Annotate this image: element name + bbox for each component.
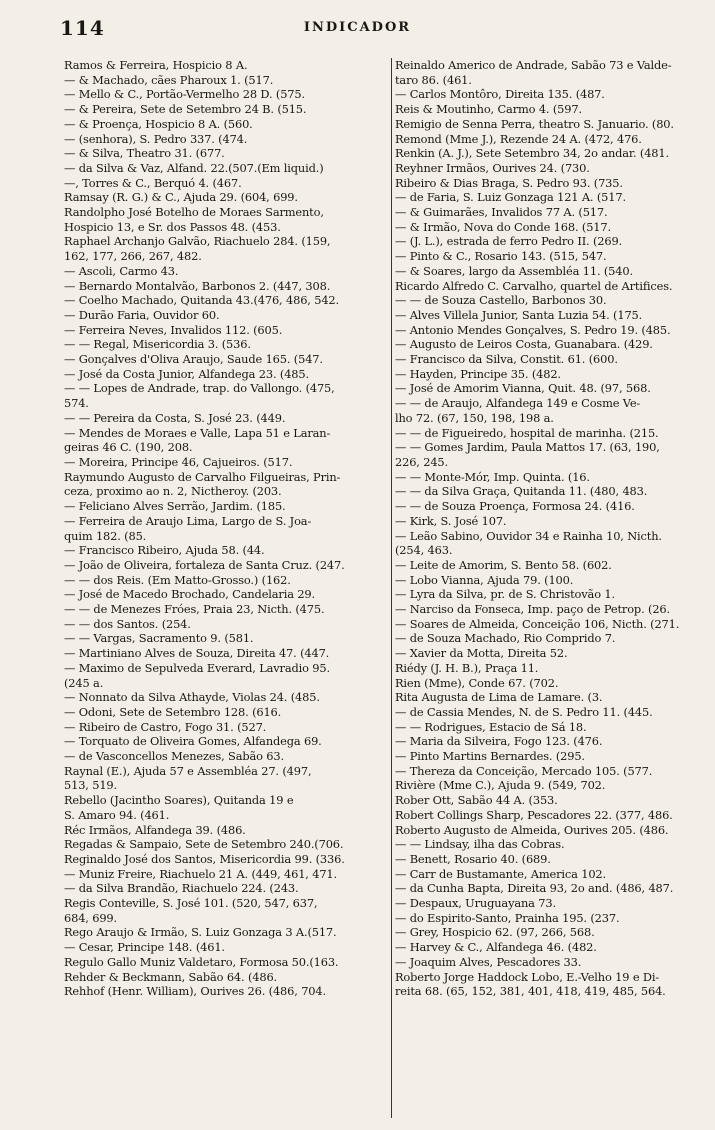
directory-entry-line: — Antonio Mendes Gonçalves, S. Pedro 19. (485. bbox=[395, 322, 671, 337]
directory-entry-line: 684, 699. bbox=[64, 910, 117, 925]
directory-entry-line: — Leão Sabino, Ouvidor 34 e Rainha 10, Nicth. bbox=[395, 528, 662, 543]
directory-entry-line: — Nonnato da Silva Athayde, Violas 24. (485. bbox=[64, 690, 320, 705]
running-head: INDICADOR bbox=[303, 20, 412, 35]
directory-entry-line: Rebello (Jacintho Soares), Quitanda 19 e bbox=[64, 793, 294, 808]
directory-entry-line: — & Irmão, Nova do Conde 168. (517. bbox=[395, 219, 611, 234]
directory-entry-line: — — Vargas, Sacramento 9. (581. bbox=[64, 631, 254, 646]
directory-entry-line: — — dos Reis. (Em Matto-Grosso.) (162. bbox=[64, 572, 291, 587]
directory-entry-line: — — Lindsay, ilha das Cobras. bbox=[395, 837, 565, 852]
directory-entry-line: — (senhora), S. Pedro 337. (474. bbox=[64, 131, 248, 146]
directory-entry-line: quim 182. (85. bbox=[64, 528, 147, 543]
directory-entry-line: — Pinto Martins Bernardes. (295. bbox=[395, 749, 585, 764]
directory-entry-line: — — de Souza Castello, Barbonos 30. bbox=[395, 293, 607, 308]
directory-entry-line: — — de Figueiredo, hospital de marinha. (215. bbox=[395, 425, 659, 440]
directory-entry-line: — Pinto & C., Rosario 143. (515, 547. bbox=[395, 249, 607, 264]
directory-entry-line: 513, 519. bbox=[64, 778, 117, 793]
directory-entry-line: Reinaldo Americo de Andrade, Sabão 73 e Valde- bbox=[395, 58, 672, 72]
directory-entry-line: — Despaux, Uruguayana 73. bbox=[395, 896, 556, 911]
directory-entry-line: Regis Conteville, S. José 101. (520, 547, 637, bbox=[64, 896, 318, 911]
directory-entry-line: — Narciso da Fonseca, Imp. paço de Petrop. (26. bbox=[395, 602, 670, 617]
directory-entry-line: — Gonçalves d'Oliva Araujo, Saude 165. (547. bbox=[64, 352, 323, 367]
directory-entry-line: Rego Araujo & Irmão, S. Luiz Gonzaga 3 A.(517. bbox=[64, 925, 337, 940]
directory-entry-line: — José da Costa Junior, Alfandega 23. (485. bbox=[64, 366, 309, 381]
directory-entry-line: — (J. L.), estrada de ferro Pedro II. (269. bbox=[395, 234, 623, 249]
directory-entry-line: — Maximo de Sepulveda Everard, Lavradio 95. bbox=[64, 660, 330, 675]
directory-entry-line: — Mello & C., Portão-Vermelho 28 D. (575. bbox=[64, 87, 305, 102]
directory-entry-line: — Thereza da Conceição, Mercado 105. (577. bbox=[395, 763, 653, 778]
directory-entry-line: — Ferreira Neves, Invalidos 112. (605. bbox=[64, 322, 283, 337]
directory-entry-line: — de Vasconcellos Menezes, Sabão 63. bbox=[64, 749, 284, 764]
directory-entry-line: — Lyra da Silva, pr. de S. Christovão 1. bbox=[395, 587, 615, 602]
directory-entry-line: reita 68. (65, 152, 381, 401, 418, 419, 485, 564. bbox=[395, 984, 666, 999]
directory-entry-line: (245 a. bbox=[64, 675, 104, 690]
directory-entry-line: — de Faria, S. Luiz Gonzaga 121 A. (517. bbox=[395, 190, 626, 205]
directory-entry-line: — Moreira, Principe 46, Cajueiros. (517. bbox=[64, 454, 293, 469]
directory-entry-line: — — Monte-Mór, Imp. Quinta. (16. bbox=[395, 469, 590, 484]
directory-entry-line: 574. bbox=[64, 396, 89, 411]
directory-entry-line: — José de Macedo Brochado, Candelaria 29. bbox=[64, 587, 315, 602]
directory-entry-line: Rien (Mme), Conde 67. (702. bbox=[395, 675, 559, 690]
directory-entry-line: — Carlos Montôro, Direita 135. (487. bbox=[395, 87, 605, 102]
directory-entry-line: — da Silva & Vaz, Alfand. 22.(507.(Em liquid.) bbox=[64, 160, 324, 175]
directory-entry-line: — Kirk, S. José 107. bbox=[395, 513, 507, 528]
directory-entry-line: —, Torres & C., Berquó 4. (467. bbox=[64, 175, 242, 190]
directory-entry-line: 226, 245. bbox=[395, 454, 448, 469]
directory-entry-line: Roberto Jorge Haddock Lobo, E.-Velho 19 e Di- bbox=[395, 969, 660, 984]
directory-entry-line: — Hayden, Principe 35. (482. bbox=[395, 366, 561, 381]
directory-entry-line: — Muniz Freire, Riachuelo 21 A. (449, 461, 471. bbox=[64, 866, 337, 881]
directory-entry-line: Riédy (J. H. B.), Praça 11. bbox=[395, 660, 539, 675]
directory-entry-line: lho 72. (67, 150, 198, 198 a. bbox=[395, 410, 554, 425]
directory-entry-line: Raphael Archanjo Galvão, Riachuelo 284. (159, bbox=[64, 234, 331, 249]
directory-entry-line: — Ascoli, Carmo 43. bbox=[64, 263, 179, 278]
page-header bbox=[0, 0, 715, 46]
directory-entry-line: — Augusto de Leiros Costa, Guanabara. (429. bbox=[395, 337, 653, 352]
directory-entry-line: Ricardo Alfredo C. Carvalho, quartel de Artifices. bbox=[395, 278, 673, 293]
directory-entry-line: Rita Augusta de Lima de Lamare. (3. bbox=[395, 690, 603, 705]
directory-entry-line: — Lobo Vianna, Ajuda 79. (100. bbox=[395, 572, 574, 587]
directory-entry-line: Raymundo Augusto de Carvalho Filgueiras, Prin- bbox=[64, 469, 341, 484]
directory-entry-line: Reyhner Irmãos, Ourives 24. (730. bbox=[395, 160, 590, 175]
directory-entry-line: Reis & Moutinho, Carmo 4. (597. bbox=[395, 102, 582, 117]
directory-entry-line: Reginaldo José dos Santos, Misericordia 99. (336. bbox=[64, 851, 345, 866]
directory-entry-line: ceza, proximo ao n. 2, Nictheroy. (203. bbox=[64, 484, 282, 499]
directory-entry-line: — — de Souza Proença, Formosa 24. (416. bbox=[395, 499, 635, 514]
directory-entry-line: Rehder & Beckmann, Sabão 64. (486. bbox=[64, 969, 278, 984]
directory-entry-line: — Soares de Almeida, Conceição 106, Nicth. (271. bbox=[395, 616, 680, 631]
directory-entry-line: — Ribeiro de Castro, Fogo 31. (527. bbox=[64, 719, 267, 734]
directory-entry-line: Réc Irmãos, Alfandega 39. (486. bbox=[64, 822, 246, 837]
directory-entry-line: taro 86. (461. bbox=[395, 72, 472, 87]
directory-entry-line: Remond (Mme J.), Rezende 24 A. (472, 476. bbox=[395, 131, 642, 146]
directory-entry-line: (254, 463. bbox=[395, 543, 453, 558]
directory-entry-line: Rivière (Mme C.), Ajuda 9. (549, 702. bbox=[395, 778, 606, 793]
directory-entry-line: — — Regal, Misericordia 3. (536. bbox=[64, 337, 251, 352]
directory-entry-line: — da Silva Brandão, Riachuelo 224. (243. bbox=[64, 881, 299, 896]
directory-entry-line: — Bernardo Montalvão, Barbonos 2. (447, 308. bbox=[64, 278, 331, 293]
directory-entry-line: — Leite de Amorim, S. Bento 58. (602. bbox=[395, 557, 612, 572]
directory-entry-line: — — Pereira da Costa, S. José 23. (449. bbox=[64, 410, 286, 425]
directory-entry-line: — de Cassia Mendes, N. de S. Pedro 11. (445. bbox=[395, 704, 653, 719]
directory-entry-line: Ramsay (R. G.) & C., Ajuda 29. (604, 699. bbox=[64, 190, 298, 205]
directory-entry-line: 162, 177, 266, 267, 482. bbox=[64, 249, 202, 264]
directory-entry-line: — & Guimarães, Invalidos 77 A. (517. bbox=[395, 205, 608, 220]
directory-entry-line: Hospicio 13, e Sr. dos Passos 48. (453. bbox=[64, 219, 281, 234]
directory-entry-line: — Francisco da Silva, Constit. 61. (600. bbox=[395, 352, 618, 367]
directory-entry-line: — Durão Faria, Ouvidor 60. bbox=[64, 307, 220, 322]
directory-entry-line: — Grey, Hospicio 62. (97, 266, 568. bbox=[395, 925, 595, 940]
directory-entry-line: — Martiniano Alves de Souza, Direita 47. (447. bbox=[64, 646, 330, 661]
directory-entry-line: geiras 46 C. (190, 208. bbox=[64, 440, 193, 455]
directory-entry-line: — Cesar, Principe 148. (461. bbox=[64, 940, 225, 955]
directory-entry-line: Rehhof (Henr. William), Ourives 26. (486, 704. bbox=[64, 984, 326, 999]
directory-entry-line: Regadas & Sampaio, Sete de Setembro 240.(706. bbox=[64, 837, 344, 852]
directory-entry-line: — Ferreira de Araujo Lima, Largo de S. Joa- bbox=[64, 513, 312, 528]
directory-entry-line: — Carr de Bustamante, America 102. bbox=[395, 866, 606, 881]
directory-entry-line: — Maria da Silveira, Fogo 123. (476. bbox=[395, 734, 603, 749]
directory-entry-line: — Francisco Ribeiro, Ajuda 58. (44. bbox=[64, 543, 265, 558]
directory-entry-line: — Harvey & C., Alfandega 46. (482. bbox=[395, 940, 597, 955]
directory-entry-line: — & Silva, Theatro 31. (677. bbox=[64, 146, 225, 161]
directory-entry-line: — Alves Villela Junior, Santa Luzia 54. (175. bbox=[395, 307, 643, 322]
directory-entry-line: Roberto Augusto de Almeida, Ourives 205. (486. bbox=[395, 822, 669, 837]
directory-entry-line: — Feliciano Alves Serrão, Jardim. (185. bbox=[64, 499, 286, 514]
right-column bbox=[395, 58, 711, 999]
directory-entry-line: — da Cunha Bapta, Direita 93, 2o and. (486, 487. bbox=[395, 881, 674, 896]
directory-entry-line: — José de Amorim Vianna, Quit. 48. (97, 568. bbox=[395, 381, 651, 396]
directory-entry-line: — & Proença, Hospicio 8 A. (560. bbox=[64, 116, 253, 131]
directory-entry-line: Regulo Gallo Muniz Valdetaro, Formosa 50.(163. bbox=[64, 954, 339, 969]
directory-entry-line: — Benett, Rosario 40. (689. bbox=[395, 851, 551, 866]
directory-entry-line: — Coelho Machado, Quitanda 43.(476, 486, 542. bbox=[64, 293, 339, 308]
directory-entry-line: Renkin (A. J.), Sete Setembro 34, 2o andar. (481. bbox=[395, 146, 669, 161]
left-column bbox=[64, 58, 390, 999]
directory-entry-line: — do Espirito-Santo, Prainha 195. (237. bbox=[395, 910, 620, 925]
directory-entry-line: Raynal (E.), Ajuda 57 e Assembléa 27. (497, bbox=[64, 763, 312, 778]
directory-entry-line: — — da Silva Graça, Quitanda 11. (480, 483. bbox=[395, 484, 648, 499]
directory-entry-line: S. Amaro 94. (461. bbox=[64, 807, 170, 822]
directory-entry-line: — & Machado, cães Pharoux 1. (517. bbox=[64, 72, 274, 87]
directory-entry-line: — Mendes de Moraes e Valle, Lapa 51 e Laran- bbox=[64, 425, 331, 440]
directory-entry-line: — — de Araujo, Alfandega 149 e Cosme Ve- bbox=[395, 396, 641, 411]
directory-entry-line: — Xavier da Motta, Direita 52. bbox=[395, 646, 568, 661]
directory-entry-line: Rober Ott, Sabão 44 A. (353. bbox=[395, 793, 558, 808]
directory-entry-line: — — Lopes de Andrade, trap. do Vallongo. (475, bbox=[64, 381, 335, 396]
directory-entry-line: Ribeiro & Dias Braga, S. Pedro 93. (735. bbox=[395, 175, 623, 190]
directory-entry-line: Randolpho José Botelho de Moraes Sarmento, bbox=[64, 205, 324, 220]
directory-entry-line: — Torquato de Oliveira Gomes, Alfandega 69. bbox=[64, 734, 322, 749]
directory-entry-line: — — de Menezes Fróes, Praia 23, Nicth. (475. bbox=[64, 602, 325, 617]
directory-entry-line: — Odoni, Sete de Setembro 128. (616. bbox=[64, 704, 282, 719]
directory-entry-line: Ramos & Ferreira, Hospicio 8 A. bbox=[64, 58, 248, 72]
directory-entry-line: — — Gomes Jardim, Paula Mattos 17. (63, 190, bbox=[395, 440, 660, 455]
directory-entry-line: — — dos Santos. (254. bbox=[64, 616, 191, 631]
directory-entry-line: — — Rodrigues, Estacio de Sá 18. bbox=[395, 719, 587, 734]
column-divider bbox=[391, 58, 392, 1118]
directory-entry-line: — João de Oliveira, fortaleza de Santa Cruz. (247. bbox=[64, 557, 345, 572]
directory-entry-line: Remigio de Senna Perra, theatro S. Januario. (80. bbox=[395, 116, 674, 131]
directory-entry-line: — Joaquim Alves, Pescadores 33. bbox=[395, 954, 582, 969]
directory-entry-line: — de Souza Machado, Rio Comprido 7. bbox=[395, 631, 616, 646]
directory-entry-line: — & Pereira, Sete de Setembro 24 B. (515. bbox=[64, 102, 307, 117]
directory-entry-line: Robert Collings Sharp, Pescadores 22. (377, 486. bbox=[395, 807, 673, 822]
directory-entry-line: — & Soares, largo da Assembléa 11. (540. bbox=[395, 263, 633, 278]
page-number: 114 bbox=[60, 16, 105, 40]
